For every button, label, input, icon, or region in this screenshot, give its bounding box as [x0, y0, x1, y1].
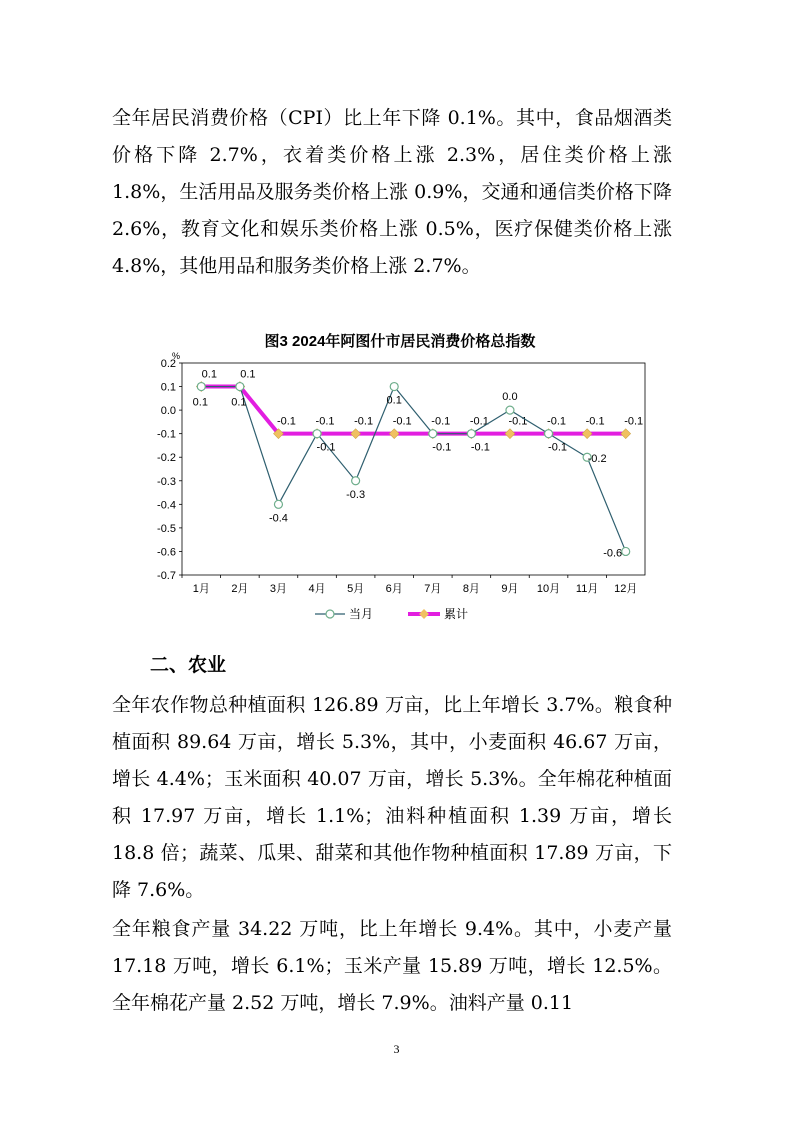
cumulative-data-label: -0.1: [547, 415, 567, 428]
y-tick-label: -0.2: [157, 452, 176, 465]
cumulative-point: [621, 429, 631, 439]
monthly-point: [429, 430, 437, 438]
chart-title: 图3 2024年阿图什市居民消费价格总指数: [264, 333, 536, 350]
plot-border: [182, 363, 645, 575]
x-tick-label: 5月: [347, 583, 365, 595]
cumulative-point: [389, 429, 399, 439]
legend-cumulative-label: 累计: [444, 607, 469, 621]
monthly-data-label: 0.1: [231, 396, 247, 409]
monthly-point: [390, 383, 398, 391]
monthly-data-label: -0.6: [603, 547, 623, 560]
monthly-point: [545, 430, 553, 438]
monthly-data-label: -0.1: [316, 441, 336, 454]
cumulative-data-label: -0.1: [469, 415, 489, 428]
monthly-data-label: -0.4: [268, 512, 288, 525]
plot-area: [182, 363, 645, 575]
y-tick-label: 0.1: [160, 381, 176, 394]
legend-monthly-label: 当月: [349, 607, 374, 621]
monthly-data-label: -0.3: [346, 488, 366, 501]
y-axis-unit: %: [172, 351, 181, 361]
monthly-data-label: -0.2: [587, 453, 607, 466]
monthly-data-label: -0.1: [432, 441, 452, 454]
monthly-line: [201, 387, 625, 552]
x-axis: [182, 575, 637, 595]
x-tick-label: 2月: [231, 583, 249, 595]
cpi-paragraph: 全年居民消费价格（CPI）比上年下降 0.1%。其中，食品烟酒类价格下降 2.7%，衣着类价格上涨 2.3%，居住类价格上涨 1.8%，生活用品及服务类价格上涨 0.9%，交通和通信类价格下降 2.6%，教育文化和娱乐类价格上涨 0.5%，医疗保健类价格上涨 4.8%，其他用品和服务类价格上涨 2.7%。: [112, 107, 672, 277]
cumulative-data-label: -0.1: [354, 415, 374, 428]
x-tick-label: 1月: [192, 583, 210, 595]
y-tick-label: -0.4: [157, 499, 176, 512]
y-tick-label: -0.7: [157, 570, 176, 582]
x-tick-label: 6月: [385, 583, 403, 595]
cumulative-data-label: 0.1: [240, 368, 256, 381]
series-cumulative: [196, 369, 643, 439]
legend: [315, 606, 468, 621]
monthly-point: [622, 547, 630, 555]
monthly-point: [506, 406, 514, 414]
section-heading-agriculture: 二、农业: [150, 654, 227, 676]
x-tick-label: 10月: [536, 583, 561, 595]
legend-item-monthly: [315, 606, 373, 621]
cumulative-point: [505, 429, 515, 439]
x-tick-label: 9月: [501, 583, 519, 595]
legend-cumulative-marker: [419, 609, 429, 619]
cumulative-data-label: -0.1: [276, 415, 296, 428]
y-tick-label: -0.3: [157, 475, 176, 488]
legend-monthly-marker: [326, 610, 334, 618]
cumulative-data-label: -0.1: [624, 415, 644, 428]
cumulative-point: [582, 429, 592, 439]
monthly-point: [352, 477, 360, 485]
y-tick-label: -0.1: [157, 428, 176, 441]
monthly-data-label: -0.1: [548, 441, 568, 454]
monthly-point: [313, 430, 321, 438]
monthly-point: [274, 500, 282, 508]
y-tick-label: -0.5: [157, 522, 176, 535]
cumulative-data-label: -0.1: [585, 415, 605, 428]
y-tick-label: 0.2: [160, 358, 176, 370]
cumulative-data-label: 0.1: [201, 368, 217, 381]
agriculture-area-paragraph: 全年农作物总种植面积 126.89 万亩，比上年增长 3.7%。粮食种植面积 89.64 万亩，增长 5.3%，其中，小麦面积 46.67 万亩，增长 4.4%；玉米面积 40.07 万亩，增长 5.3%。全年棉花种植面积 17.97 万亩，增长 1.1%；油料种植面积 1.39 万亩，增长 18.8 倍；蔬菜、瓜果、甜菜和其他作物种植面积 17.89 万亩，下降 7.6%。: [112, 694, 672, 901]
x-tick-label: 8月: [462, 583, 480, 595]
cumulative-point: [351, 429, 361, 439]
monthly-point: [236, 383, 244, 391]
y-tick-label: 0.0: [160, 405, 176, 418]
cumulative-data-label: -0.1: [392, 415, 412, 428]
y-tick-label: -0.6: [157, 546, 176, 559]
x-tick-label: 4月: [308, 583, 326, 595]
cpi-index-chart: [140, 325, 660, 630]
monthly-point: [197, 383, 205, 391]
monthly-point: [467, 430, 475, 438]
series-layer: [193, 369, 644, 560]
page-number: 3: [393, 1042, 400, 1056]
x-tick-label: 11月: [575, 583, 599, 595]
cumulative-data-label: -0.1: [508, 415, 528, 428]
monthly-data-label: -0.1: [470, 441, 490, 454]
monthly-data-label: 0.1: [192, 396, 208, 409]
cumulative-data-label: -0.1: [431, 415, 451, 428]
monthly-data-label: 0.0: [502, 391, 518, 404]
cumulative-data-label: -0.1: [315, 415, 335, 428]
monthly-data-label: 0.1: [386, 394, 402, 407]
x-tick-label: 3月: [269, 583, 288, 595]
agriculture-output-paragraph: 全年粮食产量 34.22 万吨，比上年增长 9.4%。其中，小麦产量 17.18 万吨，增长 6.1%；玉米产量 15.89 万吨，增长 12.5%。全年棉花产量 2.52 万吨，增长 7.9%。油料产量 0.11: [112, 918, 672, 1014]
y-axis: [157, 358, 182, 582]
x-tick-label: 12月: [614, 583, 638, 595]
x-tick-label: 7月: [424, 583, 442, 595]
legend-item-cumulative: [408, 606, 468, 621]
